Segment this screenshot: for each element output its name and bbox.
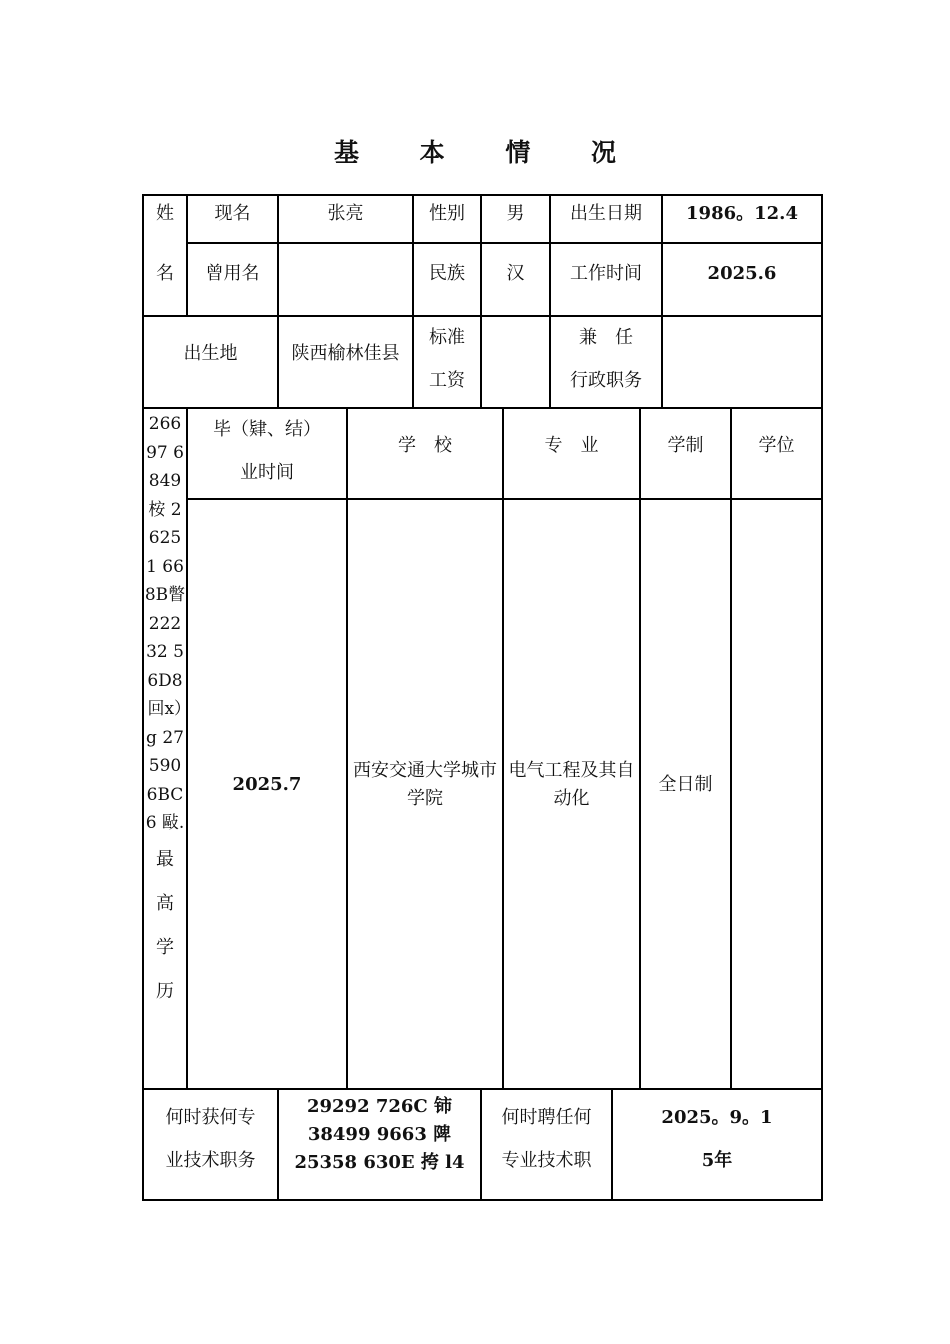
gender-value: 男 <box>506 203 525 224</box>
birth-date-value: 1986。12.4 <box>686 203 798 224</box>
title-appointed-label: 何时聘任何 专业技术职 <box>501 1107 592 1172</box>
standard-salary-label: 标准 工资 <box>429 327 465 392</box>
degree-value <box>732 500 821 1070</box>
current-name-label: 现名 <box>214 203 251 224</box>
major-value: 电气工程及其自动化 <box>508 760 635 809</box>
graduation-time-header: 毕（肄、结） 业时间 <box>213 419 321 484</box>
name-label-xing: 姓 <box>156 203 174 224</box>
education-side-text: 26697 6849桉 26251 668B瞥 22232 56D8 回x）g 27590 6BC6 敺. <box>144 414 186 833</box>
school-value: 西安交通大学城市学院 <box>353 760 497 809</box>
highest-label-char: 最 <box>156 848 174 870</box>
degree-header: 学位 <box>758 435 795 456</box>
current-name-value: 张亮 <box>327 203 364 224</box>
highest-label-char: 学 <box>156 936 174 958</box>
concurrent-admin-post-label: 兼 任 行政职务 <box>570 327 642 392</box>
ethnicity-value: 汉 <box>506 263 525 284</box>
birth-date-label: 出生日期 <box>570 203 642 224</box>
highest-label-char: 高 <box>156 892 174 914</box>
birthplace-label: 出生地 <box>183 343 238 365</box>
title-obtained-label: 何时获何专 业技术职务 <box>165 1107 256 1172</box>
title-appointed-value: 2025。9。1 5年 <box>661 1107 773 1172</box>
standard-salary-value <box>482 317 549 407</box>
ethnicity-label: 民族 <box>429 263 465 284</box>
school-header: 学 校 <box>398 435 452 456</box>
gender-label: 性别 <box>429 203 465 224</box>
graduation-time-value: 2025.7 <box>232 774 302 796</box>
major-header: 专 业 <box>544 435 599 456</box>
work-time-label: 工作时间 <box>570 263 642 284</box>
former-name-label: 曾用名 <box>205 263 260 284</box>
name-label-ming: 名 <box>156 263 174 284</box>
page-title: 基 本 情 况 <box>333 138 643 167</box>
title-obtained-value: 29292 726C 铈 38499 9663 陴 25358 630E 挎 l4 <box>294 1096 465 1173</box>
former-name-value <box>279 256 412 306</box>
education-side-column <box>144 410 186 1014</box>
birthplace-value: 陕西榆林佳县 <box>291 343 400 365</box>
study-system-header: 学制 <box>667 435 704 456</box>
highest-label-char: 历 <box>156 980 174 1002</box>
study-system-value: 全日制 <box>658 774 713 796</box>
concurrent-admin-post-value <box>663 317 821 407</box>
work-time-value: 2025.6 <box>707 263 777 284</box>
